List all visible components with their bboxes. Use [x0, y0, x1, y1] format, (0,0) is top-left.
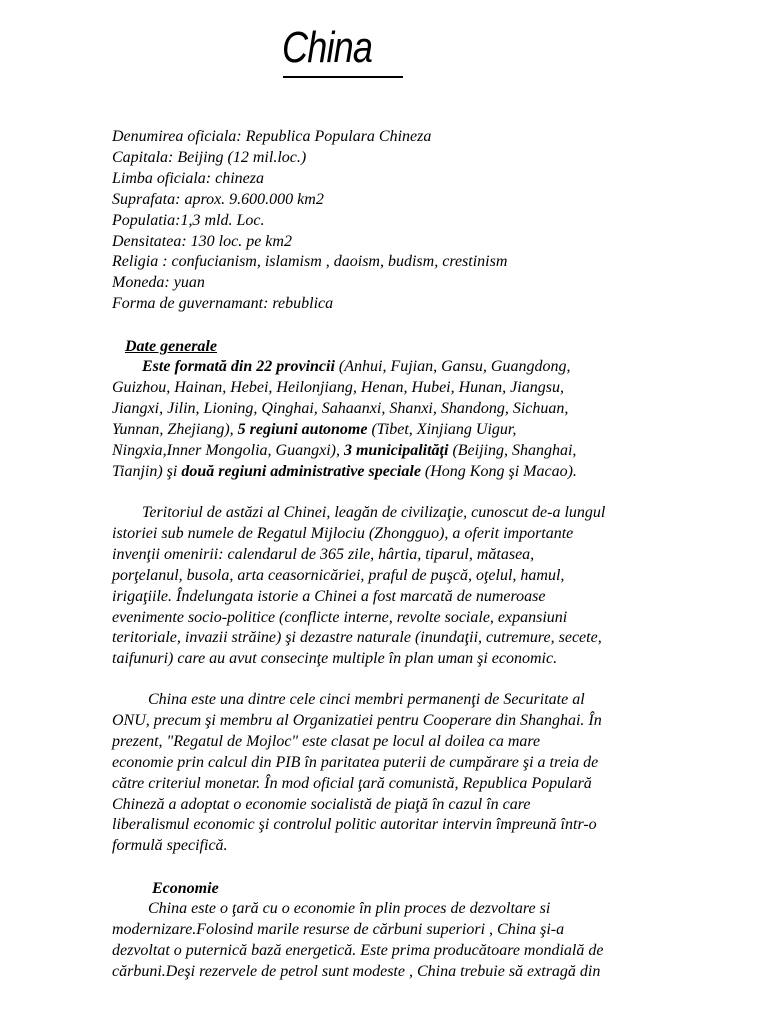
info-line: Religia : confucianism, islamism , daoism, budism, crestinism — [112, 253, 508, 271]
paragraph-politics — [112, 690, 672, 857]
text-run: Yunnan, Zhejiang), — [112, 420, 238, 438]
info-line: Denumirea oficiala: Republica Populara Chineza — [112, 128, 432, 145]
text-line — [112, 420, 672, 441]
text-line: modernizare.Folosind marile resurse de cărbuni superiori , China şi-a — [112, 920, 565, 938]
text-line: Guizhou, Hainan, Hebei, Heilonjiang, Henan, Hubei, Hunan, Jiangsu, — [112, 378, 564, 396]
text-line: invenţii omenirii: calendarul de 365 zile, hârtia, tiparul, mătasea, — [112, 545, 535, 563]
date-generale-heading: Date generale — [125, 338, 217, 355]
text-line: istoriei sub numele de Regatul Mijlociu (Zhongguo), a oferit importante — [112, 524, 574, 542]
text-line: către criteriul monetar. În mod oficial ţară comunistă, Republica Populară — [112, 774, 592, 792]
text-line: ONU, precum şi membru al Organizatiei pentru Cooperare din Shanghai. În — [112, 711, 602, 729]
text-line: prezent, "Regatul de Mojloc" este clasat pe locul al doilea ca mare — [112, 732, 541, 750]
text-line: teritoriale, invazii străine) şi dezastre naturale (inundaţii, cutremure, secete, — [112, 629, 602, 647]
paragraph-economy — [112, 899, 672, 983]
text-line: China este o ţară cu o economie în plin proces de dezvoltare si — [148, 900, 551, 917]
text-line: liberalismul economic şi controlul politic autoritar intervin împreună într-o — [112, 816, 597, 834]
regions-bold: 5 regiuni autonome — [237, 420, 368, 438]
text-line — [112, 462, 672, 483]
economie-heading: Economie — [152, 880, 219, 897]
date-generale-text — [112, 357, 672, 482]
text-line: dezvoltat o puternică bază energetică. Este prima producătoare mondială de — [112, 941, 604, 959]
info-line: Suprafata: aprox. 9.600.000 km2 — [112, 190, 324, 208]
text-line: Jiangxi, Jilin, Lioning, Qinghai, Sahaanxi, Shanxi, Shandong, Sichuan, — [112, 399, 569, 417]
text-run: Ningxia,Inner Mongolia, Guangxi), — [112, 441, 344, 459]
text-line: Teritoriul de astăzi al Chinei, leagăn de civilizaţie, cunoscut de-a lungul — [142, 504, 606, 521]
text-line: China este una dintre cele cinci membri permanenţi de Securitate al — [148, 691, 585, 708]
info-list — [112, 127, 672, 315]
paragraph-history — [112, 503, 672, 670]
info-line: Capitala: Beijing (12 mil.loc.) — [112, 148, 307, 166]
info-line: Limba oficiala: chineza — [112, 169, 264, 187]
provinces-bold: Este formată din 22 provincii — [142, 358, 335, 375]
info-line: Populatia:1,3 mld. Loc. — [112, 211, 265, 229]
text-run: (Hong Kong şi Macao). — [420, 462, 577, 480]
text-run: Tianjin) şi — [112, 462, 182, 480]
text-line: evenimente socio-politice (conflicte interne, revolte sociale, expansiuni — [112, 608, 568, 626]
text-line: taifunuri) care au avut consecinţe multiple în plan uman şi economic. — [112, 650, 558, 668]
text-line: formulă specifică. — [112, 837, 228, 855]
text-line: cărbuni.Deşi rezervele de petrol sunt modeste , China trebuie să extragă din — [112, 962, 601, 980]
municipalities-bold: 3 municipalităţi — [343, 441, 449, 459]
text-run: (Anhui, Fujian, Gansu, Guangdong, — [334, 358, 571, 375]
text-run: (Beijing, Shanghai, — [448, 441, 577, 459]
info-line: Forma de guvernamant: rebublica — [112, 295, 334, 313]
text-line: porţelanul, busola, arta ceasornicăriei, praful de puşcă, oţelul, hamul, — [112, 566, 565, 584]
text-line: economie prin calcul din PIB în paritatea puterii de cumpărare şi a treia de — [112, 753, 599, 771]
page-title: China — [282, 23, 373, 72]
text-line — [112, 441, 672, 462]
admin-regions-bold: două regiuni administrative speciale — [181, 462, 421, 480]
text-line — [112, 357, 672, 378]
text-line: Chineză a adoptat o economie socialistă de piaţă în cazul în care — [112, 795, 531, 813]
text-line: irigaţiile. Îndelungata istorie a Chinei a fost marcată de numeroase — [112, 587, 546, 605]
info-line: Densitatea: 130 loc. pe km2 — [112, 232, 292, 250]
title-underline — [283, 76, 403, 78]
text-run: (Tibet, Xinjiang Uigur, — [367, 420, 517, 438]
info-line: Moneda: yuan — [112, 274, 205, 292]
